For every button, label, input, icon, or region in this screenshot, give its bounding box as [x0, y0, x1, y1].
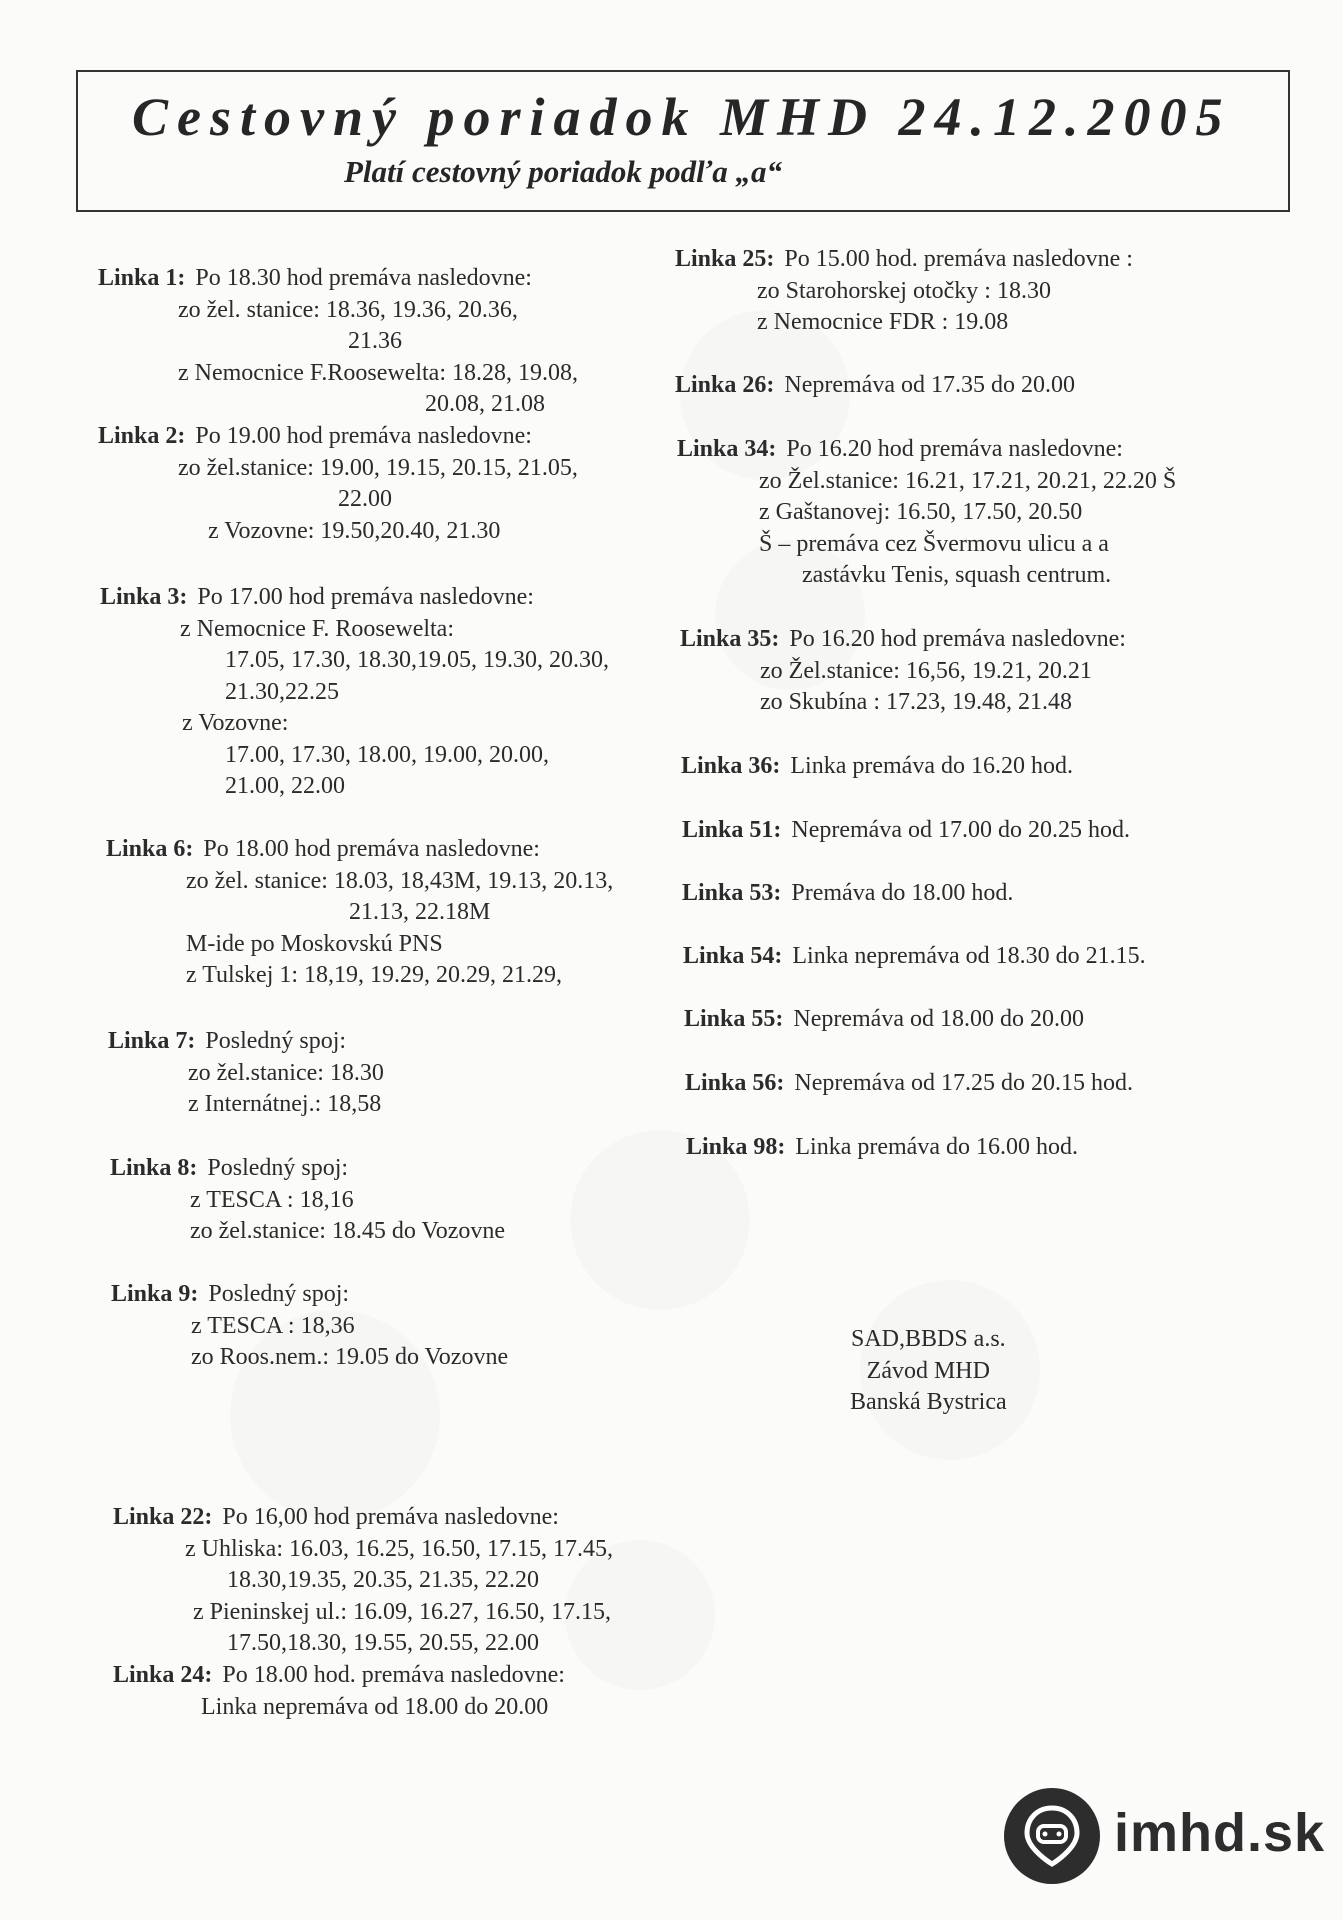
schedule-text: 17.05, 17.30, 18.30,19.05, 19.30, 20.30,: [225, 647, 609, 673]
schedule-text: 22.00: [338, 486, 392, 512]
linka-26-block: [675, 370, 1075, 402]
signature-line: Banská Bystrica: [850, 1389, 1007, 1415]
line-label: Linka 7:: [108, 1028, 196, 1054]
schedule-text: z Gaštanovej: 16.50, 17.50, 20.50: [759, 499, 1083, 525]
line-label: Linka 56:: [685, 1070, 785, 1096]
linka-53-block: [682, 878, 1013, 910]
line-label: Linka 22:: [113, 1504, 213, 1530]
linka-8-block: [110, 1153, 505, 1248]
line-label: Linka 35:: [680, 626, 780, 652]
schedule-text: zo žel. stanice: 18.36, 19.36, 20.36,: [178, 296, 518, 323]
line-label: Linka 26:: [675, 372, 775, 398]
schedule-text: 17.00, 17.30, 18.00, 19.00, 20.00,: [225, 741, 549, 768]
schedule-text: Posledný spoj:: [207, 1155, 349, 1181]
schedule-text: Linka nepremáva od 18.30 do 21.15.: [792, 943, 1146, 969]
linka-3-block: [100, 582, 609, 803]
schedule-text: z Internátnej.: 18,58: [188, 1091, 382, 1117]
signature-line: Závod MHD: [866, 1357, 990, 1384]
line-label: Linka 54:: [683, 943, 783, 969]
line-label: Linka 36:: [681, 753, 781, 779]
schedule-text: z TESCA : 18,16: [190, 1186, 354, 1213]
page-subtitle: Platí cestovný poriadok podľa „a“: [344, 154, 783, 189]
schedule-text: Nepremáva od 17.00 do 20.25 hod.: [791, 817, 1130, 843]
schedule-text: 20.08, 21.08: [425, 391, 545, 417]
schedule-text: 21.30,22.25: [225, 678, 339, 705]
line-label: Linka 53:: [682, 880, 782, 906]
schedule-text: Premáva do 18.00 hod.: [791, 880, 1014, 906]
schedule-text: zastávku Tenis, squash centrum.: [802, 562, 1112, 588]
imhd-logo-text: imhd.sk: [1114, 1803, 1326, 1863]
schedule-text: z TESCA : 18,36: [191, 1312, 355, 1339]
imhd-logo: [1004, 1788, 1326, 1878]
schedule-text: zo Skubína : 17.23, 19.48, 21.48: [760, 689, 1072, 715]
linka-51-block: [682, 815, 1130, 847]
schedule-text: Linka nepremáva od 18.00 do 20.00: [201, 1693, 549, 1720]
linka-25-block: [675, 244, 1133, 339]
linka-6-block: [106, 834, 613, 992]
linka-22-block: [113, 1502, 613, 1660]
linka-34-block: [677, 434, 1176, 592]
line-label: Linka 3:: [100, 584, 188, 610]
line-label: Linka 6:: [106, 836, 194, 862]
linka-55-block: [684, 1004, 1084, 1036]
linka-36-block: [681, 751, 1073, 783]
schedule-text: Nepremáva od 17.25 do 20.15 hod.: [794, 1070, 1133, 1096]
schedule-text: Nepremáva od 18.00 do 20.00: [793, 1006, 1084, 1032]
linka-9-block: [111, 1279, 508, 1374]
schedule-text: Nepremáva od 17.35 do 20.00: [784, 372, 1075, 398]
linka-1-block: [98, 263, 578, 421]
line-label: Linka 1:: [98, 265, 186, 291]
schedule-text: 21.00, 22.00: [225, 773, 345, 799]
page-title: Cestovný poriadok MHD 24.12.2005: [132, 87, 1232, 147]
schedule-text: Po 19.00 hod premáva nasledovne:: [195, 423, 532, 449]
schedule-text: zo žel.stanice: 19.00, 19.15, 20.15, 21.05,: [178, 454, 578, 481]
schedule-text: z Nemocnice F. Roosewelta:: [180, 615, 454, 642]
line-label: Linka 8:: [110, 1155, 198, 1181]
line-label: Linka 2:: [98, 423, 186, 449]
schedule-text: zo Žel.stanice: 16.21, 17.21, 20.21, 22.20 Š: [759, 467, 1177, 494]
schedule-text: z Nemocnice F.Roosewelta: 18.28, 19.08,: [178, 359, 578, 386]
schedule-text: Posledný spoj:: [205, 1028, 347, 1054]
schedule-text: zo žel. stanice: 18.03, 18,43M, 19.13, 20.13,: [186, 867, 614, 894]
schedule-text: z Vozovne:: [182, 710, 289, 736]
schedule-text: Linka premáva do 16.20 hod.: [790, 753, 1073, 779]
schedule-text: Linka premáva do 16.00 hod.: [795, 1134, 1078, 1160]
line-label: Linka 98:: [686, 1134, 786, 1160]
schedule-text: Po 18.00 hod premáva nasledovne:: [203, 836, 540, 862]
linka-56-block: [685, 1068, 1133, 1100]
signature-line: SAD,BBDS a.s.: [850, 1326, 1006, 1352]
linka-98-block: [686, 1132, 1078, 1164]
line-label: Linka 55:: [684, 1006, 784, 1032]
line-label: Linka 24:: [113, 1662, 213, 1688]
schedule-text: zo Roos.nem.: 19.05 do Vozovne: [191, 1344, 509, 1370]
schedule-text: 21.13, 22.18M: [349, 899, 491, 925]
schedule-text: Po 16,00 hod premáva nasledovne:: [222, 1504, 559, 1530]
schedule-text: zo Starohorskej otočky : 18.30: [757, 277, 1051, 304]
imhd-logo-icon: [1004, 1788, 1100, 1884]
schedule-text: zo Žel.stanice: 16,56, 19.21, 20.21: [760, 657, 1092, 684]
schedule-text: z Tulskej 1: 18,19, 19.29, 20.29, 21.29,: [186, 962, 563, 988]
schedule-text: Po 18.00 hod. premáva nasledovne:: [222, 1662, 565, 1688]
signature-block: [850, 1324, 1007, 1419]
schedule-text: zo žel.stanice: 18.30: [188, 1059, 384, 1086]
schedule-text: Posledný spoj:: [208, 1281, 350, 1307]
schedule-text: Š – premáva cez Švermovu ulicu a a: [759, 530, 1109, 557]
schedule-text: z Vozovne: 19.50,20.40, 21.30: [208, 517, 501, 544]
header-box: [76, 70, 1290, 212]
schedule-text: Po 16.20 hod premáva nasledovne:: [786, 436, 1123, 462]
line-label: Linka 25:: [675, 246, 775, 272]
schedule-text: Po 18.30 hod premáva nasledovne:: [195, 265, 532, 291]
schedule-text: Po 16.20 hod premáva nasledovne:: [789, 626, 1126, 652]
schedule-text: 21.36: [348, 328, 402, 354]
schedule-text: z Nemocnice FDR : 19.08: [757, 309, 1009, 335]
schedule-text: Po 17.00 hod premáva nasledovne:: [197, 584, 534, 610]
schedule-text: z Pieninskej ul.: 16.09, 16.27, 16.50, 17.15,: [193, 1598, 611, 1625]
linka-24-block: [113, 1660, 565, 1723]
schedule-text: z Uhliska: 16.03, 16.25, 16.50, 17.15, 17.45,: [185, 1535, 613, 1562]
schedule-text: Po 15.00 hod. premáva nasledovne :: [784, 246, 1133, 272]
line-label: Linka 34:: [677, 436, 777, 462]
schedule-text: M-ide po Moskovskú PNS: [186, 930, 443, 957]
schedule-text: zo žel.stanice: 18.45 do Vozovne: [190, 1218, 506, 1244]
linka-7-block: [108, 1026, 384, 1121]
line-label: Linka 51:: [682, 817, 782, 843]
linka-2-block: [98, 421, 578, 547]
schedule-text: 18.30,19.35, 20.35, 21.35, 22.20: [227, 1567, 539, 1593]
line-label: Linka 9:: [111, 1281, 199, 1307]
linka-35-block: [680, 624, 1126, 719]
linka-54-block: [683, 941, 1146, 973]
schedule-text: 17.50,18.30, 19.55, 20.55, 22.00: [227, 1630, 539, 1656]
